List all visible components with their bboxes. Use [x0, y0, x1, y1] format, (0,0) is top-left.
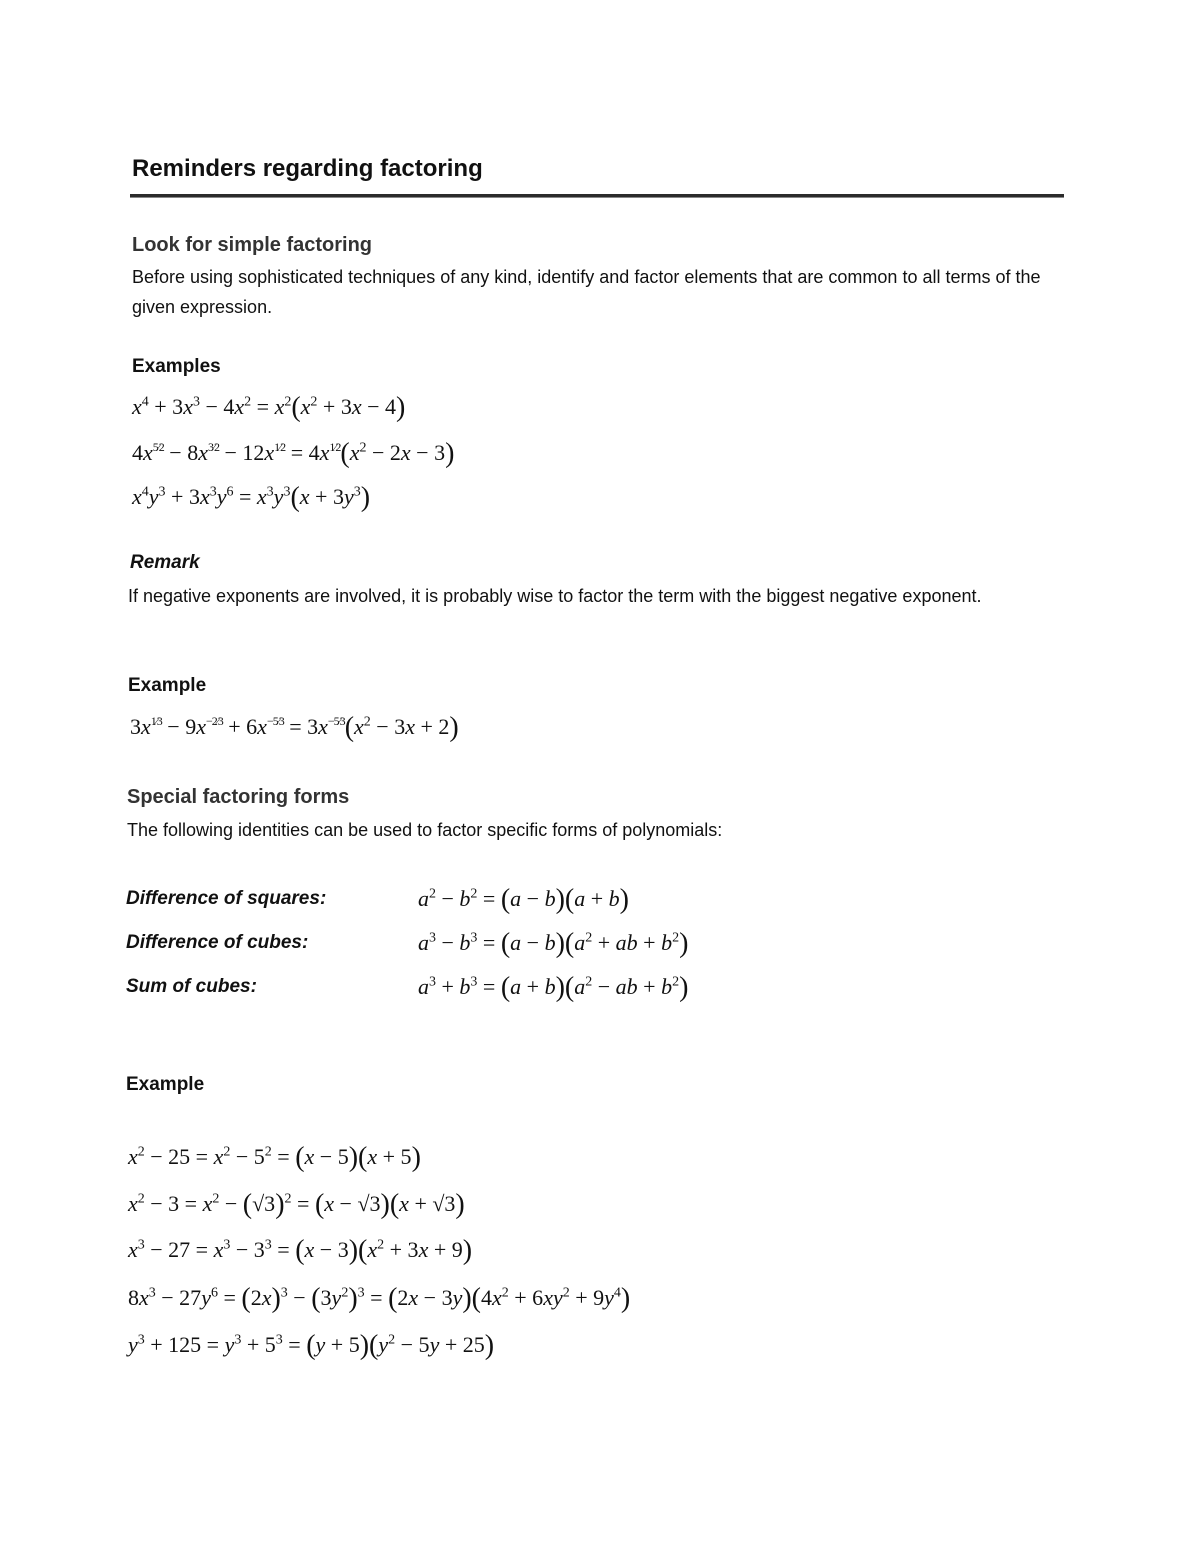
identity-label-difference-of-squares: Difference of squares: [126, 888, 327, 909]
example-heading: Example [128, 675, 207, 696]
equation-negative-exponents: $3x^{1⁄3} - 9x^{-2⁄3} + 6x^{-5⁄3} = 3x^{-5⁄3}(x^2 - 3x + 2)$ [130, 712, 459, 743]
section-heading-special-forms: Special factoring forms [127, 786, 350, 808]
equation-2: $4x^{5⁄2} - 8x^{3⁄2} - 12x^{1⁄2} = 4x^{1⁄2}(x^2 - 2x - 3)$ [132, 438, 455, 469]
remark-heading: Remark [130, 552, 200, 573]
identity-difference-of-cubes: $a^3 - b^3 = (a - b)(a^2$ + ab + $b^2$) [418, 928, 689, 959]
identity-sum-of-cubes: $a^3 + b^3 = (a + b)(a^2$ − ab + $b^2$) [418, 972, 689, 1003]
examples-heading: Examples [132, 356, 221, 377]
title-divider [130, 194, 1064, 198]
simple-factoring-text: Before using sophisticated techniques of any kind, identify and factor elements that are common to all terms of the given expression. [132, 267, 1041, 317]
identity-label-difference-of-cubes: Difference of cubes: [126, 932, 309, 953]
example-equation-5: $y^3 + 125 = y^3 + 5^3 = (y + 5)(y^2 - 5y + 25)$ [128, 1330, 495, 1361]
identity-difference-of-squares: $a^2 - b^2 = (a - b)(a + b)$ [418, 884, 629, 915]
section-heading-simple-factoring: Look for simple factoring [132, 234, 373, 256]
page-title: Reminders regarding factoring [132, 155, 483, 182]
example-equation-4: $8x^3 - 27y^6 = (2x)^3 - (3y^2)^3 = (2x - 3y)(4x^2 + 6xy^2 + 9y^4)$ [128, 1283, 631, 1314]
example-equation-2: $x^2 - 3 = x^2 - (√3)^2 = (x - √3)(x + √3)$ [128, 1189, 465, 1220]
identity-label-sum-of-cubes: Sum of cubes: [126, 976, 257, 997]
example-equation-3: $x^3 - 27 = x^3 - 3^3 = (x - 3)(x^2 + 3x + 9)$ [128, 1235, 473, 1266]
example-equation-1: $x^2 - 25 = x^2 - 5^2 = (x - 5)(x + 5)$ [128, 1142, 421, 1173]
equation-1: $x^4 + 3x^3 - 4x^2 = x^2(x^2 + 3x - 4)$ [132, 392, 406, 423]
remark-text: If negative exponents are involved, it is probably wise to factor the term with the biggest negative exponent. [128, 586, 982, 606]
special-forms-text: The following identities can be used to factor specific forms of polynomials: [127, 820, 723, 840]
equation-3: $x^4y^3 + 3x^3y^6 = x^3y^3(x + 3y^3)$ [132, 482, 371, 513]
example-heading-2: Example [126, 1074, 205, 1095]
